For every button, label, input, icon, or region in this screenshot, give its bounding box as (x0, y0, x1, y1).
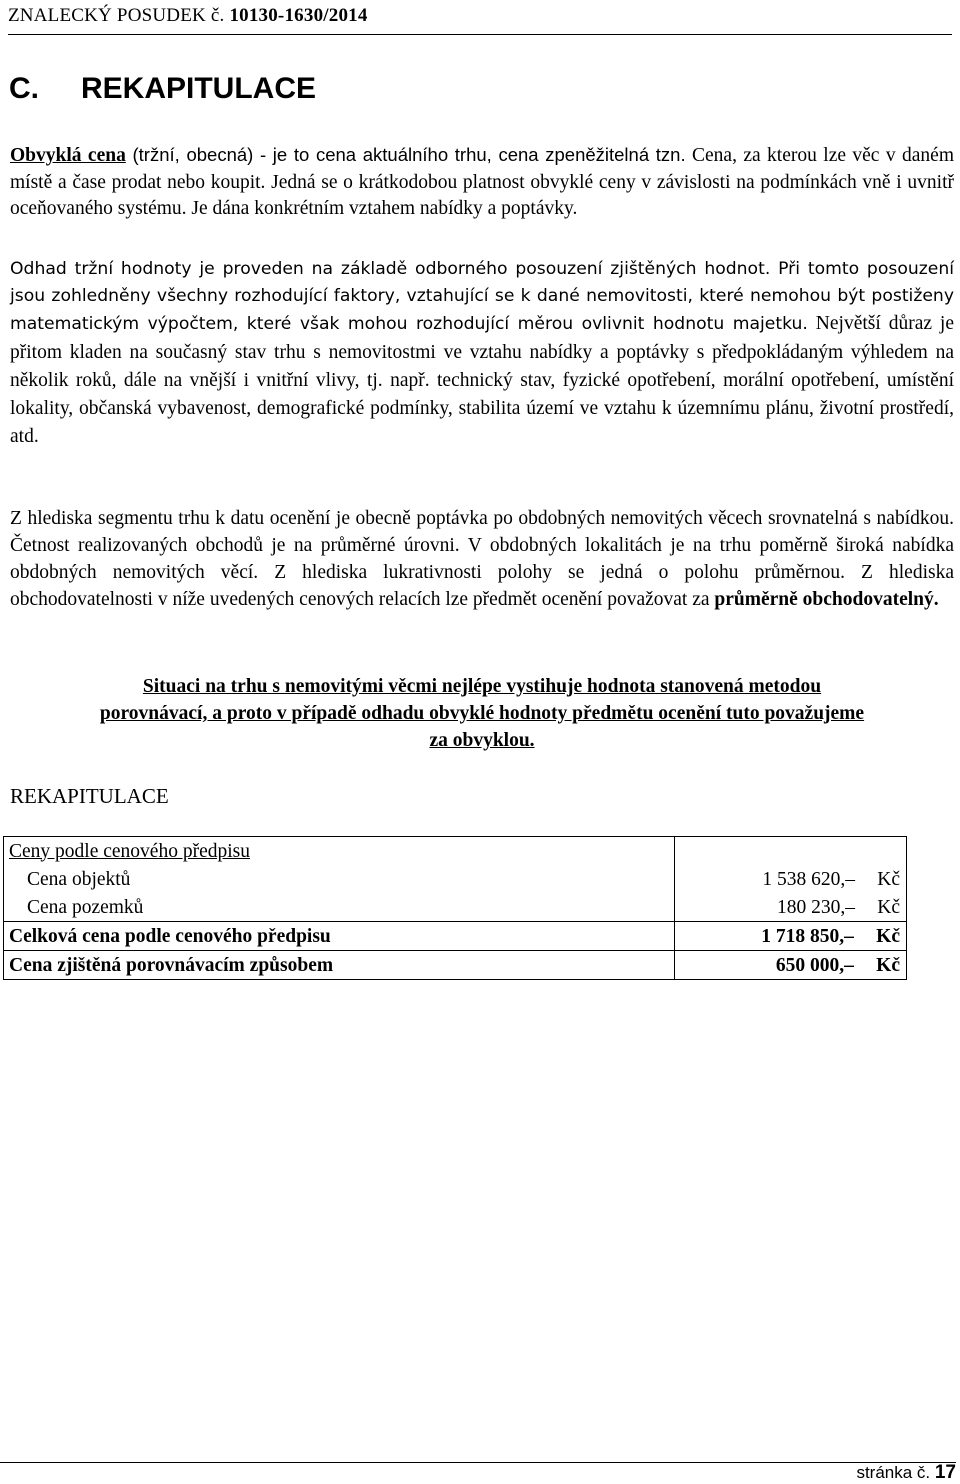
conclusion-line-1: Situaci na trhu s nemovitými věcmi nejlépe vystihuje hodnota stanovená metodou (142, 676, 822, 697)
header-prefix: ZNALECKÝ POSUDEK č. (8, 5, 230, 26)
row-currency: Kč (877, 896, 900, 918)
recap-table (3, 836, 907, 980)
row-value: 180 230, (777, 896, 846, 918)
row-dash: – (844, 925, 854, 947)
row-label: Cena pozemků (4, 893, 675, 922)
row-value: 1 718 850, (761, 925, 845, 947)
conclusion-line-3: za obvyklou. (429, 730, 535, 751)
table-row (4, 893, 907, 922)
row-label: Cena zjištěná porovnávacím způsobem (4, 951, 675, 980)
paragraph3-bold: průměrně obchodovatelný. (714, 589, 939, 610)
footer-label: stránka č. (856, 1463, 935, 1482)
row-value-cell (675, 837, 907, 866)
row-dash: – (844, 954, 854, 976)
row-dash: – (845, 896, 855, 918)
paragraph2-part2: Největší důraz je přitom kladen na současný stav trhu s nemovitostmi ve vztahu nabídky a poptávky s předpokládaným výhledem na několik roků, dále na vnější i vnitřní vlivy, tj. např. technický stav, fyzické opotřebení, morální opotřebení, umístění lokality, občanská vybavenost, demografické podmínky, stabilita území ve vztahu k územnímu plánu, životní prostředí, atd. (10, 313, 954, 448)
row-currency: Kč (877, 868, 900, 890)
page-number: 17 (934, 1462, 956, 1483)
header-report-number: 10130-1630/2014 (229, 5, 368, 26)
paragraph-obvykla-cena (10, 142, 954, 223)
row-label: Cena objektů (4, 865, 675, 893)
row-value: 650 000, (775, 954, 845, 976)
paragraph3-text: Z hlediska segmentu trhu k datu ocenění je obecně poptávka po obdobných nemovitých věcech srovnatelná s nabídkou. Četnost realizovaných obchodů je na průměrné úrovni. V obdobných lokalitách je na trhu poměrně široká nabídka obdobných nemovitých věcí. Z hlediska lukrativnosti polohy se jedná o polohu průměrnou. Z hlediska obchodovatelnosti v níže uvedených cenových relacích lze předmět ocenění považovat za (10, 508, 954, 610)
paragraph2-part1: Odhad tržní hodnoty je proveden na základě odborného posouzení zjištěných hodnot. Při tomto posouzení jsou zohledněny všechny rozhodující faktory, vztahující se k dané nemovitosti, které nemohou být postiženy matematickým výpočtem, které však mohou rozhodující měrou ovlivnit hodnotu majetku. (10, 259, 954, 335)
section-title (9, 70, 316, 108)
row-dash: – (845, 868, 855, 890)
conclusion-line-2: porovnávací, a proto v případě odhadu obvyklé hodnoty předmětu ocenění tuto považujeme (99, 703, 865, 724)
row-value-cell (675, 893, 907, 922)
paragraph-odhad (10, 256, 954, 451)
recap-heading: REKAPITULACE (10, 784, 169, 808)
row-value: 1 538 620, (762, 868, 846, 890)
row-currency: Kč (876, 925, 900, 947)
row-label: Ceny podle cenového předpisu (4, 837, 675, 866)
conclusion-statement (10, 673, 954, 754)
table-row (4, 922, 907, 951)
section-title-text: REKAPITULACE (81, 72, 317, 105)
row-value-cell (675, 951, 907, 980)
table-row (4, 951, 907, 980)
paragraph1-part1: (tržní, obecná) - je to cena aktuálního trhu, cena zpeněžitelná tzn. (125, 144, 686, 165)
paragraph1-part2: Cena, za kterou lze věc v daném místě a čase prodat nebo koupit. Jedná se o krátkodobou platnost obvyklé ceny v závislosti na podmínkách vně i uvnitř oceňovaného systému. Je dána konkrétním vztahem nabídky a poptávky. (10, 145, 954, 219)
row-value-cell (675, 922, 907, 951)
table-row (4, 865, 907, 893)
row-value-cell (675, 865, 907, 893)
section-letter: C. (9, 72, 39, 105)
row-currency: Kč (876, 954, 900, 976)
table-row (4, 837, 907, 866)
page-footer (0, 1462, 956, 1484)
page-header (8, 2, 952, 35)
row-label: Celková cena podle cenového předpisu (4, 922, 675, 951)
term-obvykla-cena: Obvyklá cena (10, 145, 126, 166)
paragraph-segment-trhu (10, 505, 954, 613)
